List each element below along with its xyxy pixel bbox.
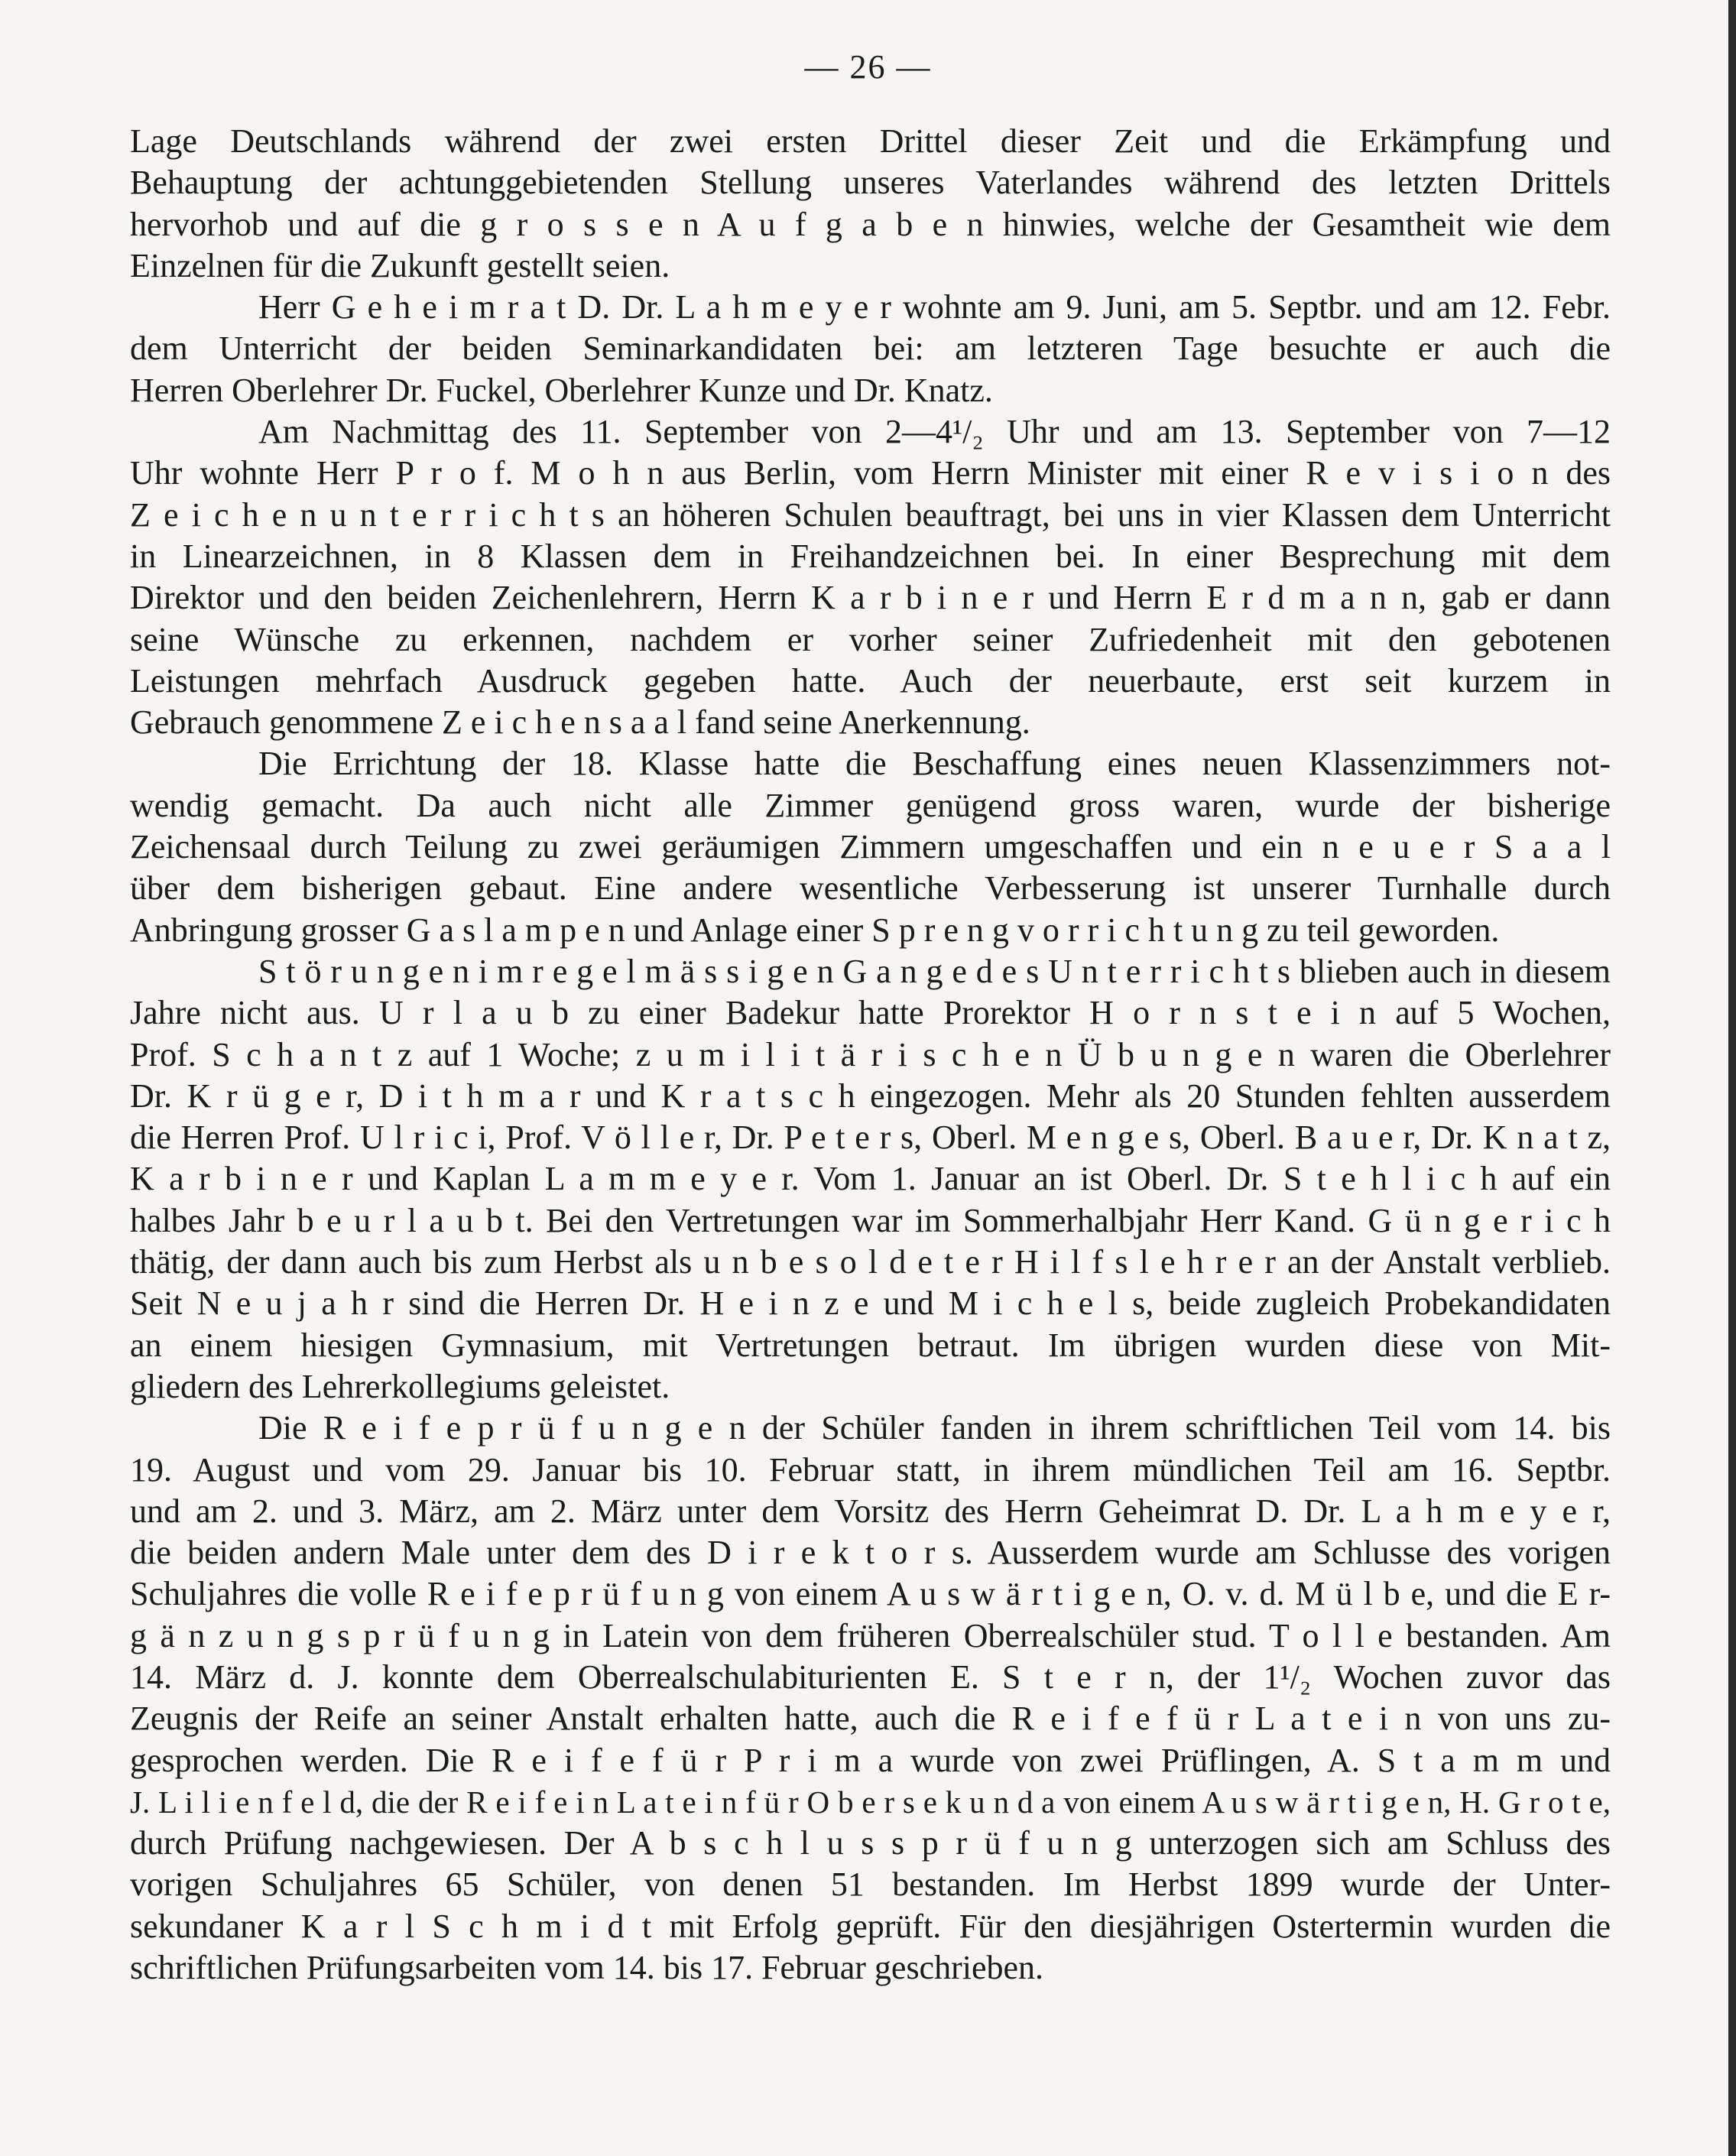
text-line: an einem hiesigen Gymnasium, mit Vertretungen betraut. Im übrigen wurden diese von Mit- <box>130 1326 1611 1364</box>
text-line: dem Unterricht der beiden Seminarkandidaten bei: am letzteren Tage besuchte er auch die <box>130 330 1611 368</box>
text-line: Die Errichtung der 18. Klasse hatte die Beschaffung eines neuen Klassenzimmers not- <box>258 745 1611 783</box>
text-line: Seit N e u j a h r sind die Herren Dr. H e i n z e und M i c h e l s, beide zugleich Probekandidaten <box>130 1284 1611 1323</box>
text-line: Z e i c h e n u n t e r r i c h t s an höheren Schulen beauftragt, bei uns in vier Klassen dem Unterricht <box>130 495 1611 534</box>
text-line: S t ö r u n g e n i m r e g e l m ä s s i g e n G a n g e d e s U n t e r r i c h t s blieben auch in diesem <box>258 952 1611 990</box>
text-line: Direktor und den beiden Zeichenlehrern, Herrn K a r b i n e r und Herrn E r d m a n n, gab er dann <box>130 579 1611 617</box>
text-line: Leistungen mehrfach Ausdruck gegeben hatte. Auch der neuerbaute, erst seit kurzem in <box>130 661 1611 700</box>
text-line: halbes Jahr b e u r l a u b t. Bei den Vertretungen war im Sommerhalbjahr Herr Kand. G ü n g e r i c h <box>130 1201 1611 1239</box>
text-line: Dr. K r ü g e r, D i t h m a r und K r a t s c h eingezogen. Mehr als 20 Stunden fehlten ausserdem <box>130 1076 1611 1115</box>
text-line: Herren Oberlehrer Dr. Fuckel, Oberlehrer Kunze und Dr. Knatz. <box>130 371 993 409</box>
text-line: Herr G e h e i m r a t D. Dr. L a h m e y e r wohnte am 9. Juni, am 5. Septbr. und am 12. Febr. <box>258 288 1611 326</box>
text-line: die beiden andern Male unter dem des D i r e k t o r s. Ausserdem wurde am Schlusse des vorigen <box>130 1534 1611 1572</box>
text-line: Gebrauch genommene Z e i c h e n s a a l fand seine Anerkennung. <box>130 703 1030 742</box>
text-line: die Herren Prof. U l r i c i, Prof. V ö l l e r, Dr. P e t e r s, Oberl. M e n g e s, Oberl. B a u e r, Dr. K n a t z, <box>130 1119 1611 1157</box>
text-line: vorigen Schuljahres 65 Schüler, von denen 51 bestanden. Im Herbst 1899 wurde der Unter- <box>130 1865 1611 1904</box>
text-line: Die R e i f e p r ü f u n g e n der Schüler fanden in ihrem schriftlichen Teil vom 14. bis <box>258 1409 1611 1447</box>
text-line: K a r b i n e r und Kaplan L a m m e y e r. Vom 1. Januar an ist Oberl. Dr. S t e h l i c h auf ein <box>130 1160 1611 1198</box>
text-line: wendig gemacht. Da auch nicht alle Zimmer genügend gross waren, wurde der bisherige <box>130 786 1611 824</box>
text-line: Anbringung grosser G a s l a m p e n und Anlage einer S p r e n g v o r r i c h t u n g zu teil geworden. <box>130 911 1500 949</box>
text-line: J. L i l i e n f e l d, die der R e i f e i n L a t e i n f ü r O b e r s e k u n d a von einem A u s w ä r t i g e n, H. G r o t e, <box>130 1784 1611 1820</box>
text-line: Zeugnis der Reife an seiner Anstalt erhalten hatte, auch die R e i f e f ü r L a t e i n von uns zu- <box>130 1700 1611 1738</box>
text-line: in Linearzeichnen, in 8 Klassen dem in Freihandzeichnen bei. In einer Besprechung mit dem <box>130 537 1611 575</box>
text-line: schriftlichen Prüfungsarbeiten vom 14. bis 17. Februar geschrieben. <box>130 1949 1044 1987</box>
text-line: gesprochen werden. Die R e i f e f ü r P r i m a wurde von zwei Prüflingen, A. S t a m m und <box>130 1741 1611 1779</box>
text-line: Einzelnen für die Zukunft gestellt seien. <box>130 246 670 284</box>
page-number: — 26 — <box>804 48 932 86</box>
text-line: sekundaner K a r l S c h m i d t mit Erfolg geprüft. Für den diesjährigen Ostertermin wurden die <box>130 1907 1611 1945</box>
text-line: hervorhob und auf die g r o s s e n A u f g a b e n hinwies, welche der Gesamtheit wie dem <box>130 205 1611 243</box>
text-line: Prof. S c h a n t z auf 1 Woche; z u m i l i t ä r i s c h e n Ü b u n g e n waren die Oberlehrer <box>130 1035 1611 1073</box>
text-line: Behauptung der achtunggebietenden Stellung unseres Vaterlandes während des letzten Drittels <box>130 164 1611 202</box>
text-line: Lage Deutschlands während der zwei ersten Drittel dieser Zeit und die Erkämpfung und <box>130 122 1611 160</box>
text-line: Am Nachmittag des 11. September von 2—4¹/₂ Uhr und am 13. September von 7—12 <box>258 413 1611 451</box>
text-line: Schuljahres die volle R e i f e p r ü f u n g von einem A u s w ä r t i g e n, O. v. d. M ü l b e, und die E r- <box>130 1575 1611 1613</box>
text-line: 19. August und vom 29. Januar bis 10. Februar statt, in ihrem mündlichen Teil am 16. Septbr. <box>130 1450 1611 1489</box>
text-line: und am 2. und 3. März, am 2. März unter dem Vorsitz des Herrn Geheimrat D. Dr. L a h m e y e r, <box>130 1492 1611 1530</box>
text-line: Zeichensaal durch Teilung zu zwei geräumigen Zimmern umgeschaffen und ein n e u e r S a a l <box>130 828 1611 866</box>
text-line: durch Prüfung nachgewiesen. Der A b s c h l u s s p r ü f u n g unterzogen sich am Schluss des <box>130 1824 1611 1862</box>
text-line: gliedern des Lehrerkollegiums geleistet. <box>130 1367 670 1405</box>
text-line: 14. März d. J. konnte dem Oberrealschulabiturienten E. S t e r n, der 1¹/₂ Wochen zuvor das <box>130 1658 1611 1696</box>
text-line: seine Wünsche zu erkennen, nachdem er vorher seiner Zufriedenheit mit den gebotenen <box>130 620 1611 658</box>
text-line: g ä n z u n g s p r ü f u n g in Latein von dem früheren Oberrealschüler stud. T o l l e bestanden. Am <box>130 1616 1611 1654</box>
text-line: über dem bisherigen gebaut. Eine andere wesentliche Verbesserung ist unserer Turnhalle durch <box>130 869 1611 908</box>
text-line: thätig, der dann auch bis zum Herbst als u n b e s o l d e t e r H i l f s l e h r e r an der Anstalt verblieb. <box>130 1243 1611 1281</box>
text-line: Uhr wohnte Herr P r o f. M o h n aus Berlin, vom Herrn Minister mit einer R e v i s i o n des <box>130 454 1611 492</box>
text-line: Jahre nicht aus. U r l a u b zu einer Badekur hatte Prorektor H o r n s t e i n auf 5 Wochen, <box>130 994 1611 1032</box>
body-text <box>130 121 1611 1989</box>
